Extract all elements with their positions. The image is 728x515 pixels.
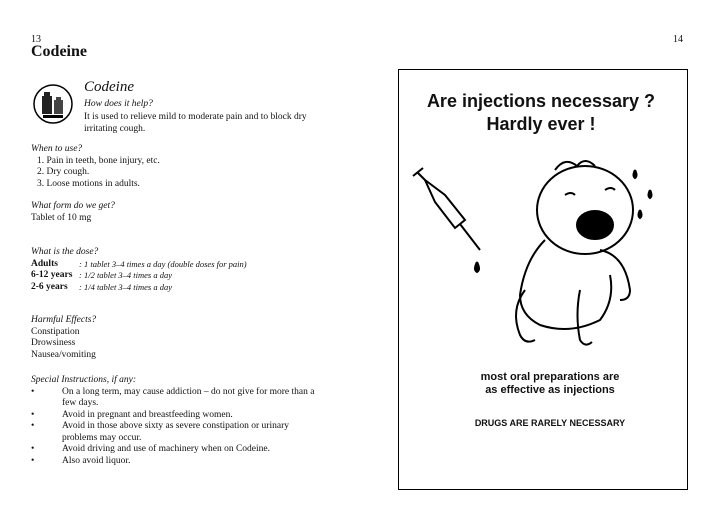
list-item-text: On a long term, may cause addiction – do not give for more than a few days. (62, 386, 315, 408)
form-section (31, 201, 115, 224)
dose-row (31, 259, 247, 271)
dose-row (31, 282, 247, 294)
page-title: Codeine (31, 43, 87, 60)
poster-headline: Are injections necessary ? (426, 91, 656, 111)
drug-name: Codeine (84, 79, 134, 95)
help-answer: It is used to relieve mild to moderate pain and to block dry irritating cough. (84, 112, 307, 134)
help-question: How does it help? (84, 99, 153, 109)
bullet: • (31, 455, 35, 466)
list-item: 1. Pain in teeth, bone injury, etc. (37, 155, 160, 166)
list-item-text: Avoid in those above sixty as severe constipation or urinary problems may occur. (62, 421, 289, 443)
dose-age: 2-6 years (31, 281, 68, 292)
dose-value: : 1 tablet 3–4 times a day (double doses for pain) (79, 258, 247, 269)
poster-note-line1: most oral preparations are (480, 371, 620, 383)
bullet: • (31, 444, 35, 454)
list-item (31, 410, 321, 422)
list-item (31, 456, 321, 468)
dose-value: : 1/2 tablet 3–4 times a day (79, 270, 173, 280)
dose-value: : 1/4 tablet 3–4 times a day (79, 281, 173, 292)
dose-section (31, 247, 247, 293)
list-item (31, 421, 321, 444)
special-instructions-section (31, 375, 321, 467)
page-number-right: 14 (673, 34, 683, 45)
special-heading: Special Instructions, if any: (31, 375, 137, 385)
when-to-use-section (31, 144, 160, 190)
bullet: • (31, 409, 35, 420)
form-heading: What form do we get? (31, 201, 115, 211)
list-item-text: Also avoid liquor. (62, 455, 131, 466)
dose-age: Adults (31, 258, 58, 269)
list-item (31, 444, 321, 456)
harmful-effects-section (31, 315, 96, 361)
list-item: Nausea/vomiting (31, 349, 96, 360)
dose-row (31, 270, 247, 282)
dose-age: 6-12 years (31, 270, 73, 280)
poster-footer: DRUGS ARE RARELY NECESSARY (474, 418, 626, 428)
baby-icon (516, 161, 652, 345)
when-heading: When to use? (31, 144, 83, 154)
poster-note-line2: as effective as injections (485, 384, 615, 396)
list-item-text: Avoid in pregnant and breastfeeding women. (62, 409, 233, 420)
list-item: Drowsiness (31, 338, 76, 348)
list-item: 2. Dry cough. (37, 167, 90, 177)
harm-heading: Harmful Effects? (31, 315, 97, 325)
bullet: • (31, 386, 35, 397)
list-item: Constipation (31, 326, 80, 337)
dose-heading: What is the dose? (31, 247, 99, 257)
syringe-icon (413, 168, 480, 272)
poster-subheadline: Hardly ever ! (486, 114, 596, 134)
list-item-text: Avoid driving and use of machinery when on Codeine. (62, 444, 270, 454)
form-value: Tablet of 10 mg (31, 212, 92, 223)
list-item (31, 387, 321, 410)
page-number-left: 13 (31, 34, 41, 45)
bullet: • (31, 421, 35, 431)
crying-baby-syringe-illustration (405, 140, 675, 370)
list-item: 3. Loose motions in adults. (37, 178, 140, 189)
medicine-bottles-icon (33, 82, 73, 126)
